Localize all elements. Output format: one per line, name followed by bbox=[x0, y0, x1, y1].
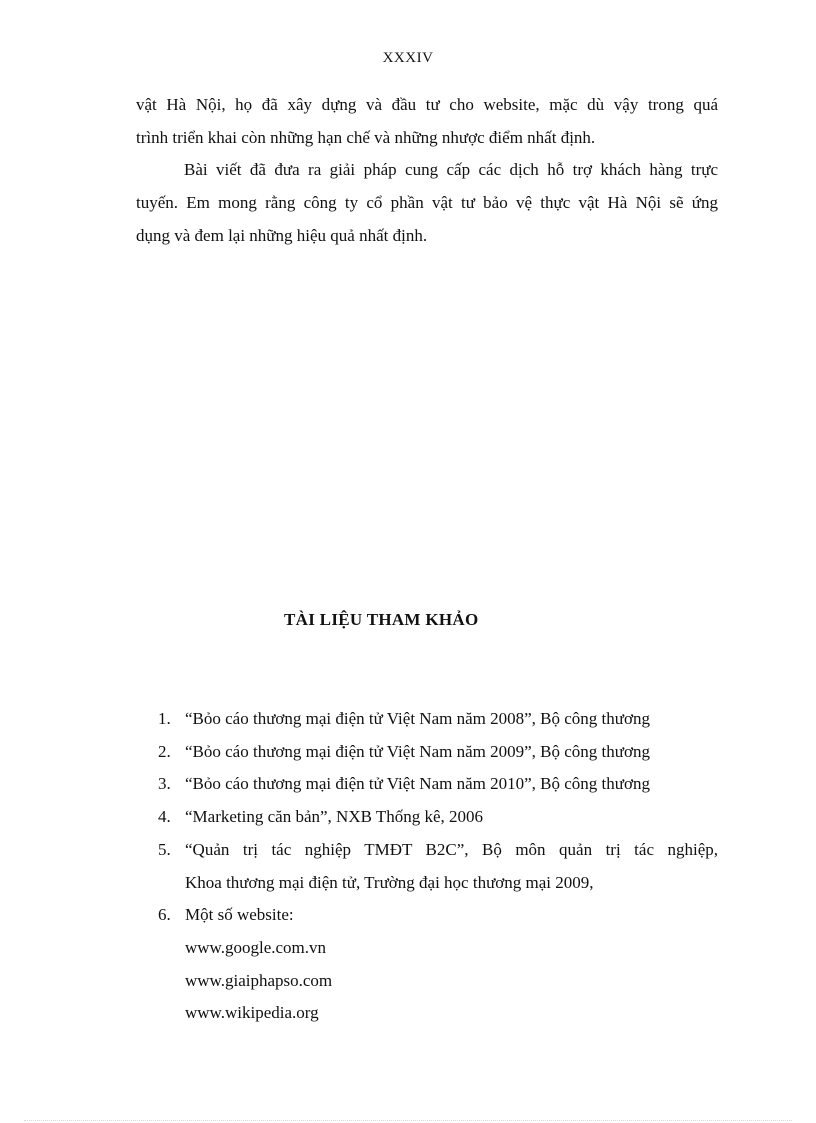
page-bottom-rule bbox=[24, 1120, 792, 1121]
website-link[interactable]: www.google.com.vn bbox=[185, 937, 327, 957]
reference-text: “Bỏo cáo thương mại điện tử Việt Nam năm 2008”, Bộ công thương bbox=[185, 709, 650, 728]
reference-number: 3. bbox=[158, 774, 171, 794]
reference-number: 4. bbox=[158, 807, 171, 827]
references-title: TÀI LIỆU THAM KHẢO bbox=[284, 610, 479, 629]
reference-text: “Quản trị tác nghiệp TMĐT B2C”, Bộ môn quản trị tác nghiệp, bbox=[185, 839, 718, 859]
reference-item bbox=[158, 834, 718, 899]
reference-text: Một số website: bbox=[185, 905, 294, 925]
reference-text: “Bỏo cáo thương mại điện tử Việt Nam năm 2009”, Bộ công thương bbox=[185, 741, 650, 761]
reference-list bbox=[158, 703, 718, 1030]
reference-number: 2. bbox=[158, 741, 171, 761]
conclusion-paragraph-1 bbox=[136, 89, 718, 154]
page-number: XXXIV bbox=[382, 50, 434, 66]
reference-text: “Bỏo cáo thương mại điện tử Việt Nam năm 2010”, Bộ công thương bbox=[185, 774, 650, 794]
reference-text: “Marketing căn bản”, NXB Thống kê, 2006 bbox=[185, 807, 484, 827]
reference-number: 6. bbox=[158, 905, 171, 925]
reference-item bbox=[158, 736, 718, 769]
website-link[interactable]: www.giaiphapso.com bbox=[185, 970, 333, 990]
website-link[interactable]: www.wikipedia.org bbox=[185, 1003, 319, 1023]
text-line: vật Hà Nội, họ đã xây dựng và đầu tư cho website, mặc dù vậy trong quá bbox=[136, 95, 718, 114]
reference-text: Khoa thương mại điện tử, Trường đại học thương mại 2009, bbox=[185, 872, 594, 892]
text-line: trình triển khai còn những hạn chế và những nhược điểm nhất định. bbox=[136, 127, 596, 147]
website-list bbox=[185, 932, 718, 1030]
reference-item bbox=[158, 899, 718, 1030]
reference-number: 5. bbox=[158, 839, 171, 859]
text-line: dụng và đem lại những hiệu quả nhất định. bbox=[136, 225, 428, 245]
reference-item bbox=[158, 801, 718, 834]
text-line: tuyến. Em mong rằng công ty cổ phần vật tư bảo vệ thực vật Hà Nội sẽ ứng bbox=[136, 193, 718, 213]
reference-item bbox=[158, 703, 718, 736]
conclusion-paragraph-2 bbox=[136, 154, 718, 252]
reference-item bbox=[158, 768, 718, 801]
conclusion-text bbox=[136, 89, 718, 253]
reference-number: 1. bbox=[158, 709, 171, 728]
text-line: Bài viết đã đưa ra giải pháp cung cấp các dịch hỗ trợ khách hàng trực bbox=[184, 160, 718, 180]
